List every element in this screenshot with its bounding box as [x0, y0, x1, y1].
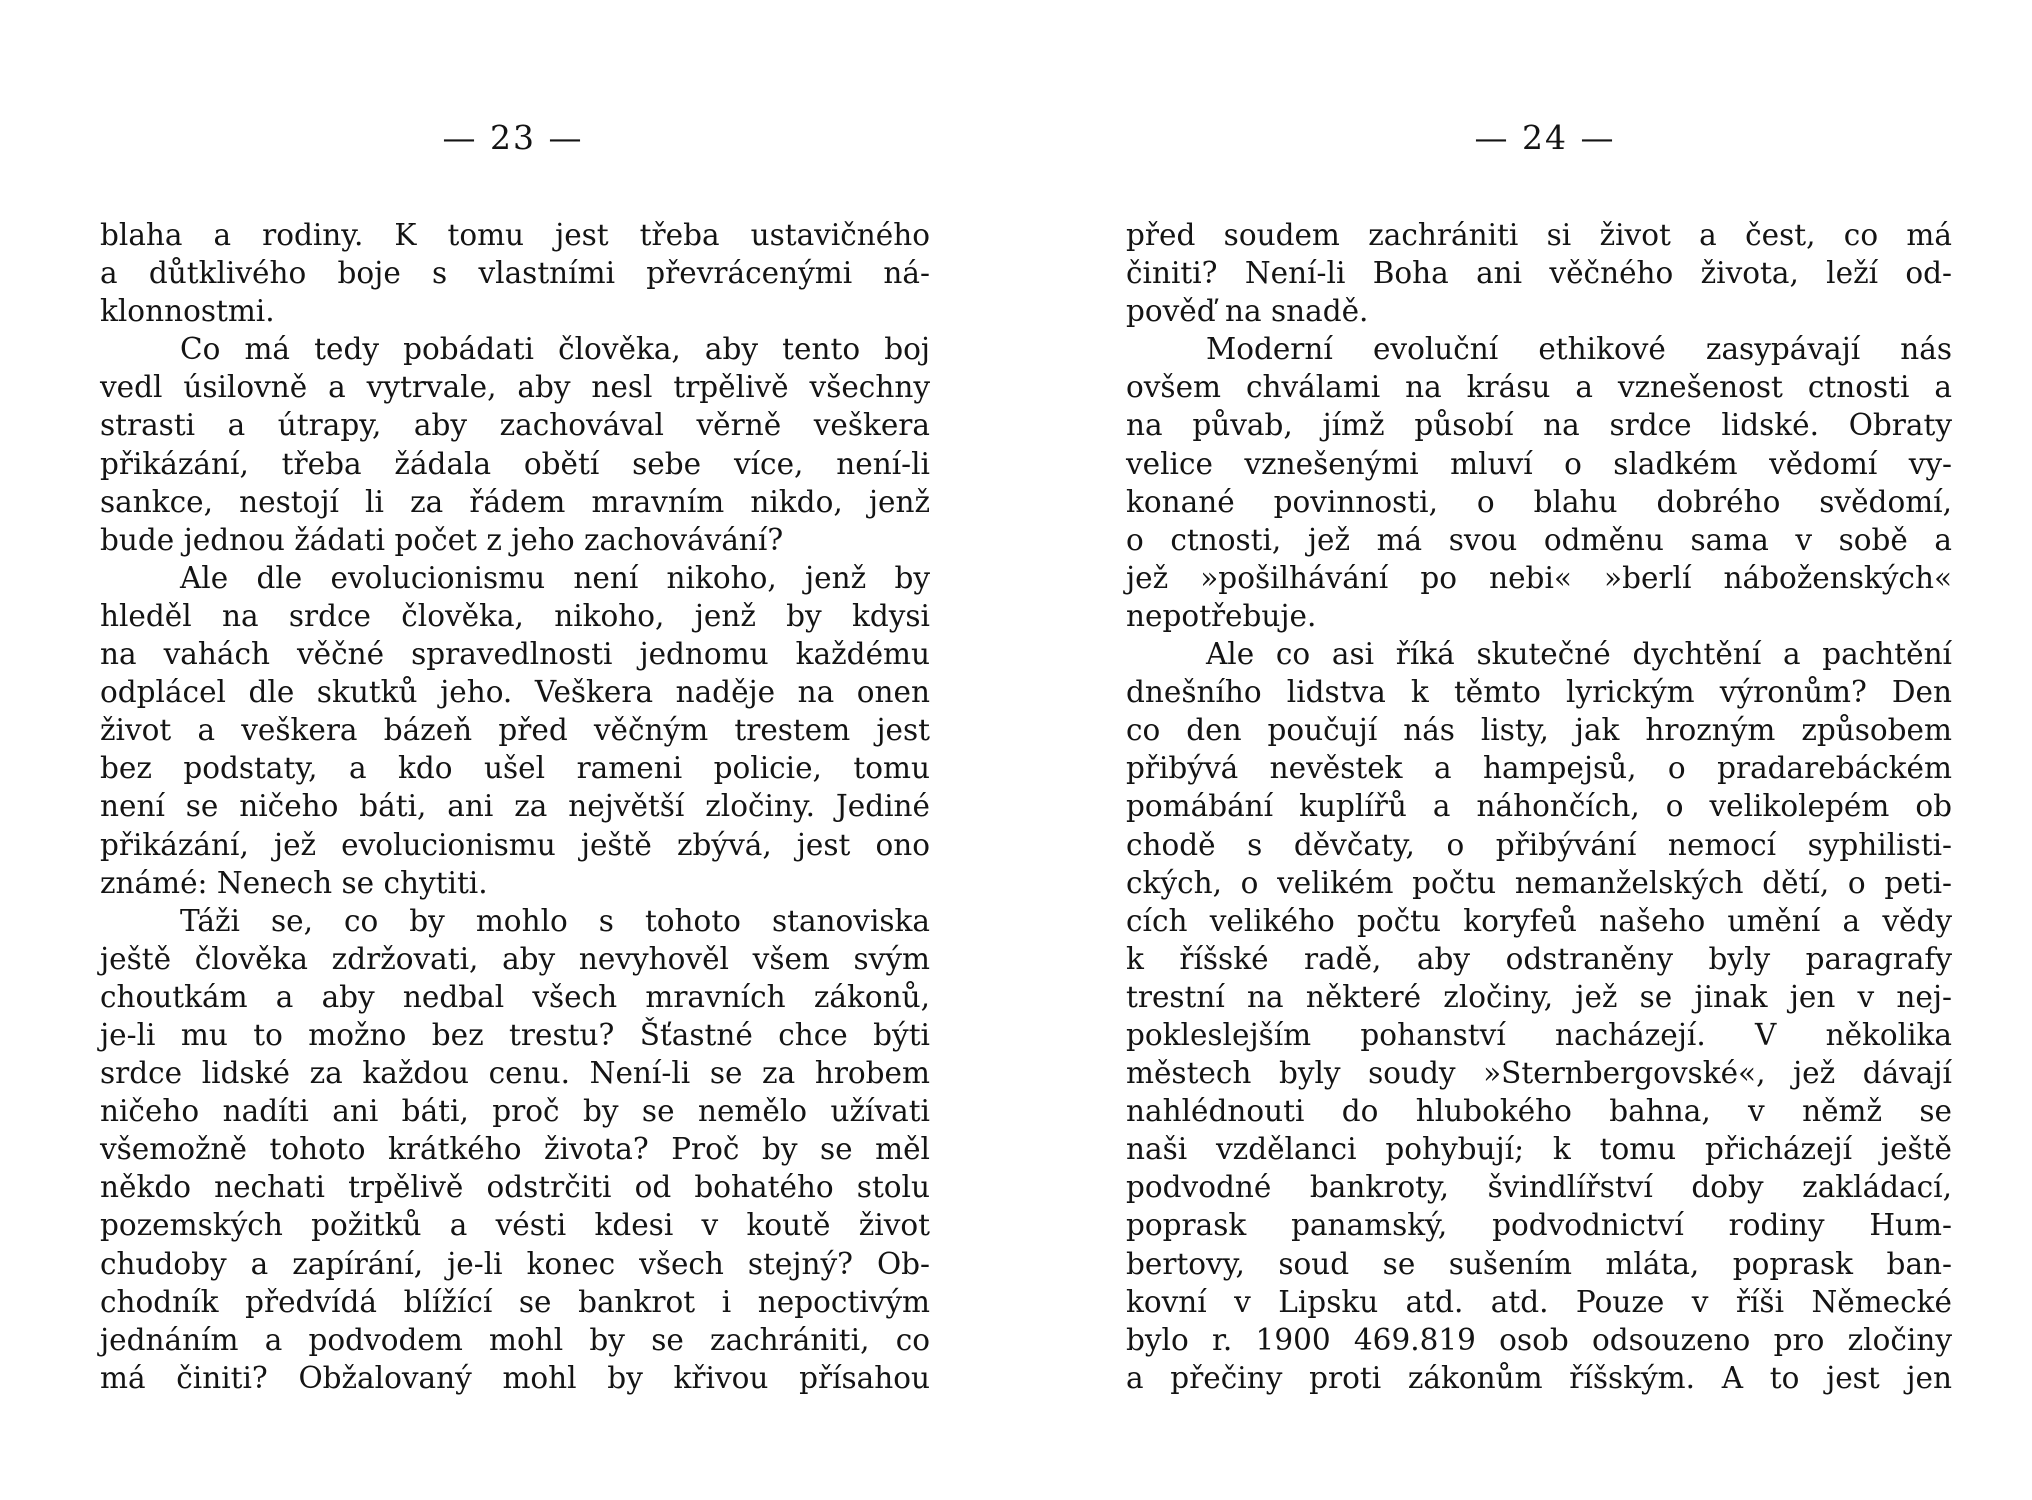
text-line: jednáním a podvodem mohl by se zachrániti, co [100, 1322, 930, 1357]
text-line: cích velikého počtu koryfeů našeho umění a vědy [1126, 903, 1952, 938]
text-line: kovní v Lipsku atd. atd. Pouze v říši Německé [1126, 1284, 1952, 1319]
text-line: pokleslejším pohanství nacházejí. V několika [1126, 1017, 1952, 1052]
text-line: bude jednou žádati počet z jeho zachovávání? [100, 522, 784, 557]
text-line: trestní na některé zločiny, jež se jinak jen v nej- [1126, 979, 1952, 1014]
text-line: přikázání, třeba žádala obětí sebe více, není-li [100, 446, 930, 481]
text-line: konané povinnosti, o blahu dobrého svědomí, [1126, 484, 1952, 519]
text-line: ovšem chválami na krásu a vznešenost ctnosti a [1126, 370, 1952, 405]
text-line: bylo r. 1900 469.819 osob odsouzeno pro zločiny [1126, 1322, 1952, 1357]
text-line: velice vznešenými mluví o sladkém vědomí vy- [1126, 446, 1952, 481]
text-line: ještě člověka zdržovati, aby nevyhověl všem svým [100, 941, 930, 976]
text-line: ničeho nadíti ani báti, proč by se nemělo užívati [100, 1094, 930, 1129]
text-line: na vahách věčné spravedlnosti jednomu každému [100, 637, 930, 672]
text-line: blaha a rodiny. K tomu jest třeba ustavičného [100, 218, 930, 252]
text-line: pomábání kuplířů a náhončích, o velikolepém ob [1126, 789, 1952, 824]
text-line: naši vzdělanci pohybují; k tomu přicházejí ještě [1126, 1132, 1952, 1167]
text-line: na půvab, jímž působí na srdce lidské. Obraty [1126, 408, 1952, 443]
text-line: jež »pošilhávání po nebi« »berlí náboženských« [1126, 560, 1952, 595]
text-line: Ale co asi říká skutečné dychtění a pachtění [1206, 637, 1952, 672]
right-page-text [1126, 216, 1952, 1397]
text-line: bertovy, soud se sušením mláta, poprask ban- [1126, 1246, 1952, 1281]
text-line: pozemských požitků a vésti kdesi v koutě život [100, 1208, 930, 1243]
text-line: bez podstaty, a kdo ušel rameni policie, tomu [100, 751, 930, 786]
text-line: přibývá nevěstek a hampejsů, o pradarebáckém [1126, 751, 1952, 786]
text-line: Ale dle evolucionismu není nikoho, jenž by [180, 560, 930, 595]
text-line: život a veškera bázeň před věčným trestem jest [100, 713, 930, 748]
page-number-right: — 24 — [1474, 118, 1616, 157]
text-line: Moderní evoluční ethikové zasypávají nás [1206, 332, 1952, 367]
text-line: chodník předvídá blížící se bankrot i nepoctivým [100, 1284, 930, 1319]
text-line: všemožně tohoto krátkého života? Proč by se měl [100, 1132, 930, 1167]
text-line: a přečiny proti zákonům říšským. A to jest jen [1126, 1360, 1952, 1395]
page-number-left: — 23 — [442, 118, 584, 157]
text-line: městech byly soudy »Sternbergovské«, jež dávají [1126, 1056, 1952, 1091]
text-line: o ctnosti, jež má svou odměnu sama v sobě a [1126, 522, 1952, 557]
text-line: klonnostmi. [100, 294, 275, 329]
text-line: strasti a útrapy, aby zachovával věrně veškera [100, 408, 930, 443]
text-line: je-li mu to možno bez trestu? Šťastné chce býti [100, 1017, 930, 1052]
text-line: poprask panamský, podvodnictví rodiny Hum- [1126, 1208, 1952, 1243]
text-line: choutkám a aby nedbal všech mravních zákonů, [100, 979, 930, 1014]
text-line: dnešního lidstva k těmto lyrickým výronům? Den [1126, 675, 1952, 710]
text-line: Co má tedy pobádati člověka, aby tento boj [180, 332, 930, 367]
text-line: vedl úsilovně a vytrvale, aby nesl trpělivě všechny [100, 370, 930, 405]
text-line: Táži se, co by mohlo s tohoto stanoviska [180, 903, 930, 938]
text-line: chodě s děvčaty, o přibývání nemocí syphilisti- [1126, 827, 1952, 862]
text-line: co den poučují nás listy, jak hrozným způsobem [1126, 713, 1952, 748]
text-line: podvodné bankroty, švindlířství doby zakládací, [1126, 1170, 1952, 1205]
left-page [100, 0, 930, 1500]
text-line: sankce, nestojí li za řádem mravním nikdo, jenž [100, 484, 930, 519]
text-line: hleděl na srdce člověka, nikoho, jenž by kdysi [100, 598, 930, 633]
text-line: odplácel dle skutků jeho. Veškera naděje na onen [100, 675, 930, 710]
text-line: není se ničeho báti, ani za největší zločiny. Jediné [100, 789, 930, 824]
text-line: pověď na snadě. [1126, 294, 1369, 329]
text-line: známé: Nenech se chytiti. [100, 865, 488, 900]
text-line: má činiti? Obžalovaný mohl by křivou přísahou [100, 1360, 930, 1395]
text-line: k říšské radě, aby odstraněny byly paragrafy [1126, 941, 1952, 976]
left-page-text [100, 216, 930, 1397]
right-page [1126, 0, 1952, 1500]
text-line: nahlédnouti do hlubokého bahna, v němž se [1126, 1094, 1952, 1129]
text-line: ckých, o velikém počtu nemanželských dětí, o peti- [1126, 865, 1952, 900]
text-line: někdo nechati trpělivě odstrčiti od bohatého stolu [100, 1170, 930, 1205]
text-line: a důtklivého boje s vlastními převrácenými ná- [100, 256, 930, 291]
text-line: přikázání, jež evolucionismu ještě zbývá, jest ono [100, 827, 930, 862]
text-line: nepotřebuje. [1126, 598, 1317, 633]
text-line: chudoby a zapírání, je-li konec všech stejný? Ob- [100, 1246, 930, 1281]
text-line: před soudem zachrániti si život a čest, co má [1126, 218, 1952, 252]
text-line: srdce lidské za každou cenu. Není-li se za hrobem [100, 1056, 930, 1091]
text-line: činiti? Není-li Boha ani věčného života, leží od- [1126, 256, 1952, 291]
